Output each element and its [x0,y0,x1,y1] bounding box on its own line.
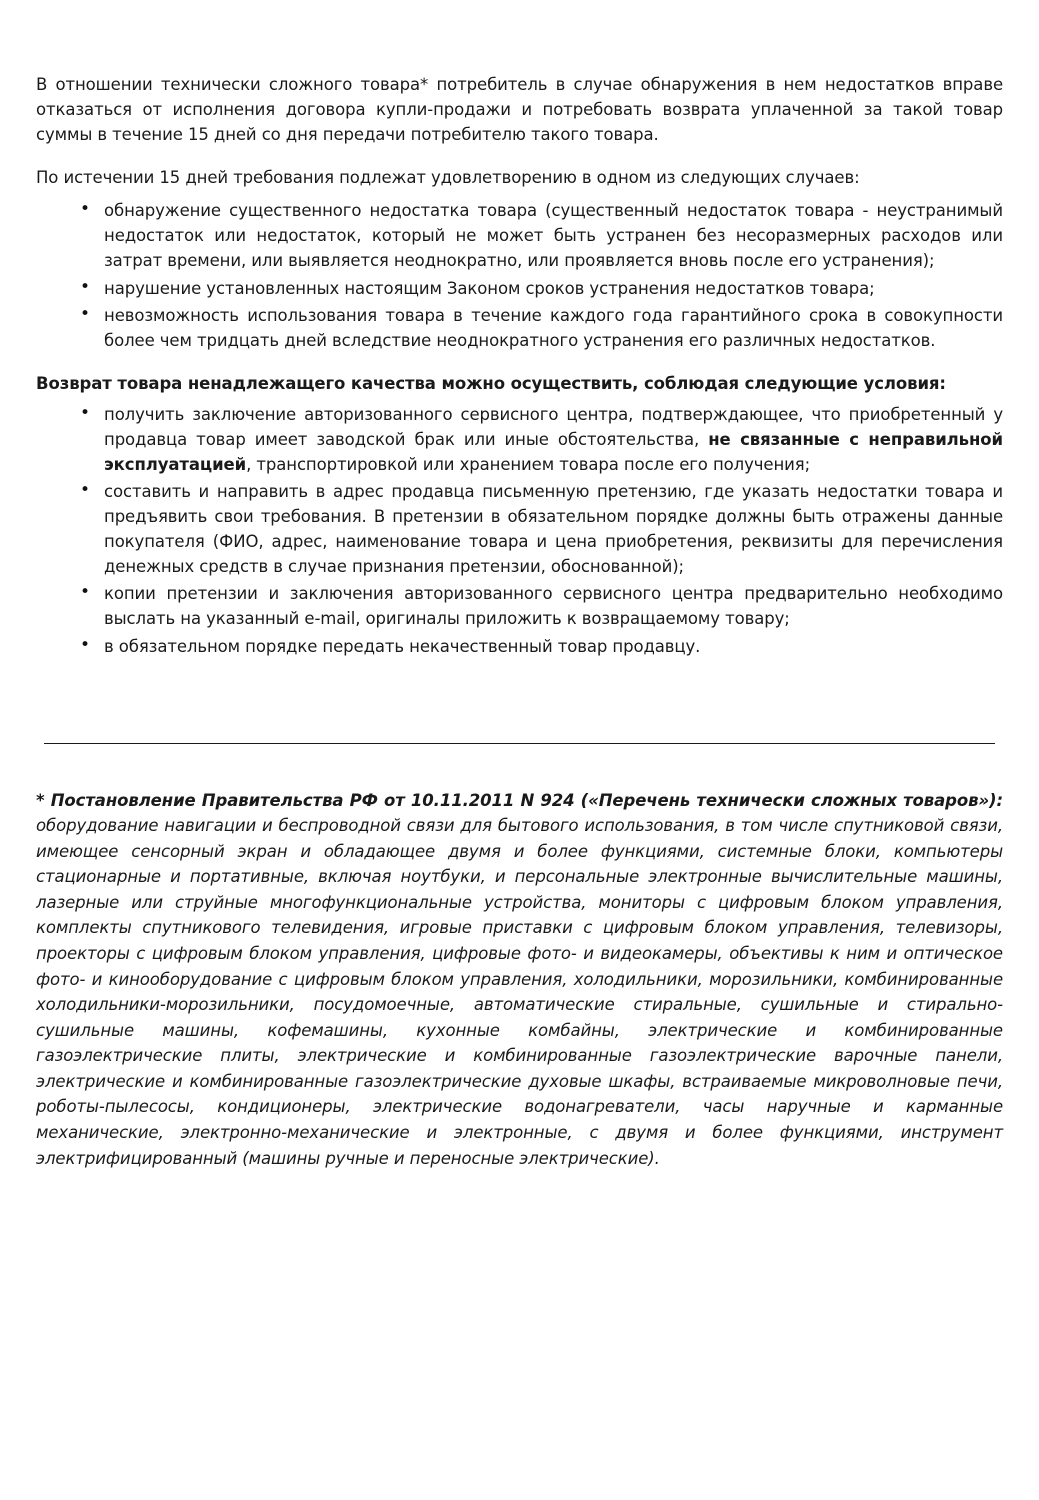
condition-emphasis: не связанные с неправильной эксплуатацией [104,429,1003,475]
section-divider [44,743,995,744]
list-item [36,402,1003,477]
spacer [36,677,1003,703]
list-item: • составить и направить в адрес продавца письменную претензию, где указать недостатки товара и предъявить свои требования. В претензии в обязательном порядке должны быть отражены данные покупателя (ФИО, адрес, наименование товара и цена приобретения, реквизиты для перечисления денежных средств в случае признания претензии, обоснованной); [36,479,1003,579]
list-item: • обнаружение существенного недостатка товара (существенный недостаток товара - неустранимый недостаток или недостаток, который не может быть устранен без несоразмерных расходов или затрат времени, или выявляется неоднократно, или проявляется вновь после его устранения); [36,198,1003,273]
conditions-heading-text: Возврат товара ненадлежащего качества можно осуществить, соблюдая следующие условия [36,373,940,393]
conditions-heading-colon: : [939,373,946,393]
second-paragraph: По истечении 15 дней требования подлежат удовлетворению в одном из следующих случаев: [36,168,860,188]
list-item: • в обязательном порядке передать некачественный товар продавцу. [36,634,1003,659]
footnote-body: оборудование навигации и беспроводной связи для бытового использования, в том числе спутниковой связи, имеющее сенсорный экран и обладающее двумя и более функциями, системные блоки, компьютеры стационарные и портативные, включая ноутбуки, и персональные электронные вычислительные машины, лазерные или струйные многофункциональные устройства, мониторы с цифровым блоком управления, комплекты спутникового телевидения, игровые приставки с цифровым блоком управления, телевизоры, проекторы с цифровым блоком управления, цифровые фото- и видеокамеры, объективы к ним и оптическое фото- и кинооборудование с цифровым блоком управления, холодильники, морозильники, комбинированные холодильники-морозильники, посудомоечные, автоматические стиральные, сушильные и стирально-сушильные машины, кофемашины, кухонные комбайны, электрические и комбинированные газоэлектрические плиты, электрические и комбинированные газоэлектрические варочные панели, электрические и комбинированные газоэлектрические духовые шкафы, встраиваемые микроволновые печи, роботы-пылесосы, кондиционеры, электрические водонагреватели, часы наручные и карманные механические, электронно-механические и электронные, с двумя и более функциями, инструмент электрифицированный (машины ручные и переносные электрические). [36,816,1003,1168]
intro-paragraph: В отношении технически сложного товара* потребитель в случае обнаружения в нем недостатков вправе отказаться от исполнения договора купли-продажи и потребовать возврата уплаченной за такой товар суммы в течение 15 дней со дня передачи потребителю такого товара. [36,75,1003,145]
document-body [36,72,1003,1171]
condition-text-part2: , транспортировкой или хранением товара после его получения; [246,455,811,475]
footnote-heading: * Постановление Правительства РФ от 10.11.2011 N 924 («Перечень технически сложных товаров»): [36,790,1003,810]
footnote [36,788,1003,1171]
list-item: • копии претензии и заключения авторизованного сервисного центра предварительно необходимо выслать на указанный e-mail, оригиналы приложить к возвращаемому товару; [36,581,1003,631]
conditions-list [36,402,1003,659]
condition-text-part1: получить заключение авторизованного сервисного центра, подтверждающее, что приобретенный у продавца товар имеет заводской брак или иные обстоятельства, [104,404,1003,449]
grounds-list [36,198,1003,352]
conditions-heading [36,371,1003,396]
list-item: • невозможность использования товара в течение каждого года гарантийного срока в совокупности более чем тридцать дней вследствие неоднократного устранения его различных недостатков. [36,303,1003,353]
list-item: • нарушение установленных настоящим Законом сроков устранения недостатков товара; [36,276,1003,301]
